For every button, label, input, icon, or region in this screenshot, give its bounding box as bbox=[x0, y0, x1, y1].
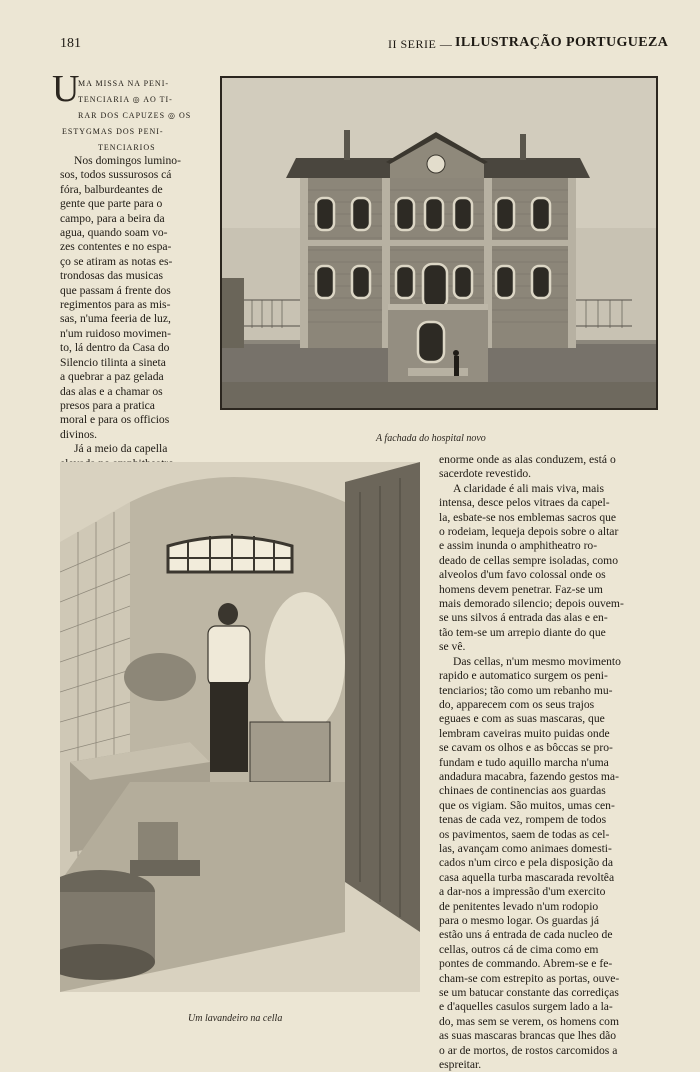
page-number: 181 bbox=[60, 36, 81, 51]
text-line: casa aquella turba mascarada revoltêa bbox=[439, 870, 615, 884]
text-line: o rodeiam, lequeja depois sobre o altar bbox=[439, 525, 619, 539]
drop-cap: U bbox=[52, 68, 80, 110]
text-line: chinaes de continencias aos guardas bbox=[439, 784, 606, 798]
text-line: moral e para os officios bbox=[60, 413, 170, 427]
text-line: cados n'um circo e pela disposição da bbox=[439, 856, 614, 870]
text-line: tenas de cada vez, rompem de todos bbox=[439, 813, 607, 827]
text-line: que passam á frente dos bbox=[60, 283, 171, 297]
hospital-facade-photo bbox=[220, 76, 658, 410]
text-line: tão tem-se um arrepio diante do que bbox=[439, 625, 606, 639]
text-line: se cavam os olhos e as bôccas se pro- bbox=[439, 741, 613, 755]
heading-line: RAR DOS CAPUZES ◎ OS bbox=[78, 111, 192, 120]
text-line: a dar-nos a impressão d'um exercito bbox=[439, 885, 606, 899]
text-line: alveolos d'um favo colossal onde os bbox=[439, 568, 606, 582]
text-line: se vê. bbox=[439, 640, 466, 654]
series-label: II SERIE — bbox=[388, 37, 453, 51]
text-line: A claridade é ali mais viva, mais bbox=[453, 481, 604, 495]
laundry-cell-drawing bbox=[60, 462, 420, 992]
text-line: ço se atiram as notas es- bbox=[60, 254, 173, 268]
text-line: as suas mascaras brancas que lhes dão bbox=[439, 1029, 617, 1043]
text-line: sos, todos sussurosos cá bbox=[60, 168, 172, 182]
text-line: enorme onde as alas conduzem, está o bbox=[439, 453, 616, 466]
text-line: andadura macabra, fazendo gestos ma- bbox=[439, 769, 619, 783]
text-line: Já a meio da capella bbox=[74, 442, 168, 456]
text-line: deado de cellas sempre isoladas, como bbox=[439, 553, 618, 567]
text-line: o ar de mortos, de rostos carcomidos a bbox=[439, 1043, 618, 1057]
text-line: para o mesmo logar. Os guardas já bbox=[439, 914, 600, 927]
text-line: cham-se com estrepito as portas, ouve- bbox=[439, 971, 620, 985]
heading-line: TENCIARIOS bbox=[98, 143, 156, 152]
article-heading-text bbox=[52, 76, 210, 156]
left-column-text bbox=[60, 154, 200, 471]
text-line: homens devem penetrar. Faz-se um bbox=[439, 582, 603, 596]
text-line: das alas e a chamar os bbox=[60, 384, 163, 398]
text-line: fóra, balburdeantes de bbox=[60, 182, 163, 196]
text-line: rapido e automatico surgem os peni- bbox=[439, 669, 608, 683]
text-line: Das cellas, n'um mesmo movimento bbox=[453, 654, 621, 668]
text-line: a quebrar a paz gelada bbox=[60, 370, 164, 384]
heading-line: TENCIARIA ◎ AO TI- bbox=[78, 95, 173, 104]
right-column-text bbox=[439, 453, 674, 1072]
text-line: mais demorado silencio; depois ouvem- bbox=[439, 597, 624, 611]
text-line: sas, n'uma feeria de luz, bbox=[60, 312, 171, 326]
hospital-illustration bbox=[222, 78, 656, 408]
text-line: gente que parte para o bbox=[60, 197, 163, 211]
text-line: os pavimentos, saem de todas as cel- bbox=[439, 827, 610, 841]
text-line: la, esbate-se nos emblemas sacros que bbox=[439, 510, 617, 524]
text-line: pontes de commando. Abrem-se e fe- bbox=[439, 957, 613, 971]
text-line: tenciarios; tão como um rebanho mu- bbox=[439, 683, 613, 697]
text-line: Nos domingos lumino- bbox=[74, 154, 181, 167]
text-line: trondosas das musicas bbox=[60, 269, 164, 283]
text-line: presos para a pratica bbox=[60, 398, 155, 412]
text-line: sacerdote revestido. bbox=[439, 467, 532, 481]
text-line: Silencio tilinta a sineta bbox=[60, 355, 166, 369]
heading-line: ESTYGMAS DOS PENI- bbox=[62, 127, 164, 136]
text-line: campo, para a beira da bbox=[60, 211, 165, 225]
text-line: e assim inunda o amphitheatro ro- bbox=[439, 539, 598, 553]
heading-line: MA MISSA NA PENI- bbox=[78, 79, 170, 88]
text-line: divinos. bbox=[60, 427, 98, 441]
text-line: se uns silvos á entrada das alas e en- bbox=[439, 611, 608, 625]
text-line: estão uns á entrada de cada nucleo de bbox=[439, 928, 613, 942]
text-line: n'um ruidoso movimen- bbox=[60, 326, 171, 340]
laundry-cell-illustration bbox=[60, 462, 420, 992]
text-line: cellas, outros cá de cima como em bbox=[439, 942, 599, 956]
text-line: zes contentes e no espa- bbox=[60, 240, 172, 254]
text-line: regimentos para as mis- bbox=[60, 298, 171, 312]
text-line: to, lá dentro da Casa do bbox=[60, 341, 170, 355]
text-line: intensa, desce pelos vitraes da capel- bbox=[439, 496, 610, 510]
text-line: de penitentes levado n'um rodopio bbox=[439, 899, 599, 913]
text-line: agua, quando soam vo- bbox=[60, 226, 168, 240]
text-line: espreitar. bbox=[439, 1058, 482, 1072]
text-line: eguaes e com as suas mascaras, que bbox=[439, 712, 605, 726]
text-line: fundam e tudo aquillo marcha n'uma bbox=[439, 755, 609, 769]
text-line: las, avançam como animaes domesti- bbox=[439, 841, 612, 855]
text-line: lembram caveiras muito puidas onde bbox=[439, 726, 610, 740]
hospital-photo-caption: A fachada do hospital novo bbox=[376, 433, 486, 444]
cell-illustration-caption: Um lavandeiro na cella bbox=[188, 1013, 283, 1024]
publication-title: ILLUSTRAÇÃO PORTUGUEZA bbox=[455, 35, 669, 50]
text-line: do, apparecem com os seus trajos bbox=[439, 697, 595, 711]
text-line: se um batucar constante das corrediças bbox=[439, 986, 619, 1000]
text-line: e d'aquelles casulos surgem lado a la- bbox=[439, 1000, 613, 1014]
text-line: do, mas sem se verem, os homens com bbox=[439, 1014, 619, 1028]
text-line: que os vigiam. São muitos, umas cen- bbox=[439, 798, 615, 812]
